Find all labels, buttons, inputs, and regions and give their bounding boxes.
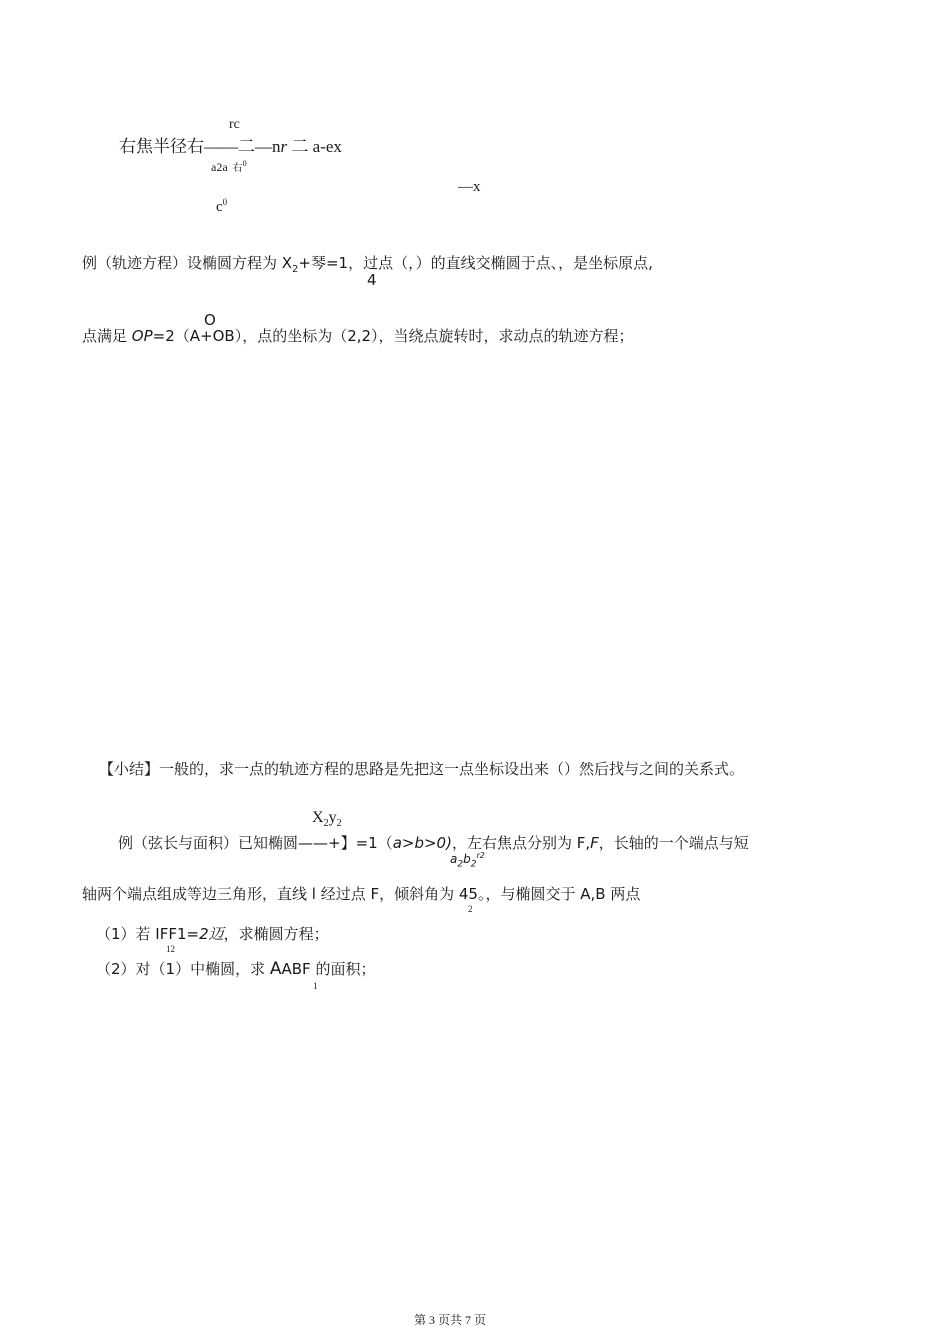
example2-line1 xyxy=(118,836,749,851)
example1-line2 xyxy=(82,329,634,344)
example1-O-above: O xyxy=(204,311,216,329)
formula-you: 右 xyxy=(232,163,243,174)
example2-line1-b: ，左右焦点分别为 F, xyxy=(451,834,591,852)
example2-q1-c: 2迈 xyxy=(199,925,224,943)
formula-main-text: 右焦半径右——二—n xyxy=(119,137,281,156)
page-footer: 第 3 页共 7 页 xyxy=(414,1313,487,1327)
example1-line1-b: +琴=1 xyxy=(298,254,349,272)
formula-c-text: c xyxy=(216,199,223,215)
formula-c-sup: 0 xyxy=(222,197,228,207)
example2-q2-b: ABF 的面积； xyxy=(281,960,376,978)
example2-top-sub2: 2 xyxy=(336,818,342,830)
example2-line1-F: F xyxy=(590,834,599,852)
formula-a2a xyxy=(211,160,247,174)
example2-line2-sub: 2 xyxy=(468,904,473,914)
formula-r: r xyxy=(280,137,288,156)
formula-tail: 二 a-ex xyxy=(287,137,342,156)
example1-line2-c: A+OB），点的坐标为（2,2），当绕点旋转时，求动点的轨迹方程； xyxy=(189,327,634,345)
example2-line2: 轴两个端点组成等边三角形，直线 l 经过点 F，倾斜角为 45。，与椭圆交于 A,B 两点 xyxy=(82,885,641,903)
formula-c xyxy=(216,198,227,215)
example1-line1-sub: 2 xyxy=(292,264,299,275)
example2-q1-b: FF1= xyxy=(159,925,200,943)
example1-line1-a: 例（轨迹方程）设椭圆方程为 X xyxy=(82,254,293,272)
formula-zero: 0 xyxy=(242,159,247,168)
formula-a2a-text: a2a xyxy=(211,160,228,174)
example2-top-b: y xyxy=(328,809,337,826)
formula-rc: rc xyxy=(229,117,240,132)
example2-under-a: a xyxy=(450,852,458,866)
example2-q2-A: A xyxy=(269,959,282,979)
formula-main xyxy=(119,138,342,155)
example2-under-b: b xyxy=(463,852,471,866)
example2-top xyxy=(312,810,342,829)
example2-q2-sub: 1 xyxy=(313,981,318,991)
example2-q1-d: ，求椭圆方程； xyxy=(223,925,329,943)
formula-x-dash: —x xyxy=(458,179,481,195)
example2-line1-c: ，长轴的一个端点与短 xyxy=(598,834,749,852)
example2-q2 xyxy=(96,961,375,978)
example1-line2-a: 点满足 xyxy=(82,327,132,345)
example2-q2-a: （2）对（1）中椭圆，求 xyxy=(96,960,270,978)
example2-q1 xyxy=(96,927,329,942)
example1-line1-c: ，过点（，）的直线交椭圆于点、，是坐标原点, xyxy=(348,254,653,272)
example1-line2-op: OP xyxy=(131,327,153,345)
example2-q1-sub: 12 xyxy=(166,944,175,954)
example2-under-sup: r2 xyxy=(476,851,485,860)
example1-four: 4 xyxy=(367,271,377,289)
example2-under xyxy=(450,852,485,869)
example2-q1-a: （1）若 I xyxy=(96,925,160,943)
example2-line1-a: 例（弦长与面积）已知椭圆——+】=1（ xyxy=(118,834,393,852)
example1-line2-b: =2（ xyxy=(152,327,190,345)
example2-under-sub1: 2 xyxy=(457,859,464,870)
example2-top-sub1: 2 xyxy=(323,818,329,830)
example2-under-sub2: 2 xyxy=(470,859,477,870)
example2-top-a: X xyxy=(312,809,324,826)
summary-text: 【小结】一般的，求一点的轨迹方程的思路是先把这一点坐标设出来（）然后找与之间的关系式。 xyxy=(99,760,745,778)
example2-line1-cond: a>b>0) xyxy=(392,834,452,852)
